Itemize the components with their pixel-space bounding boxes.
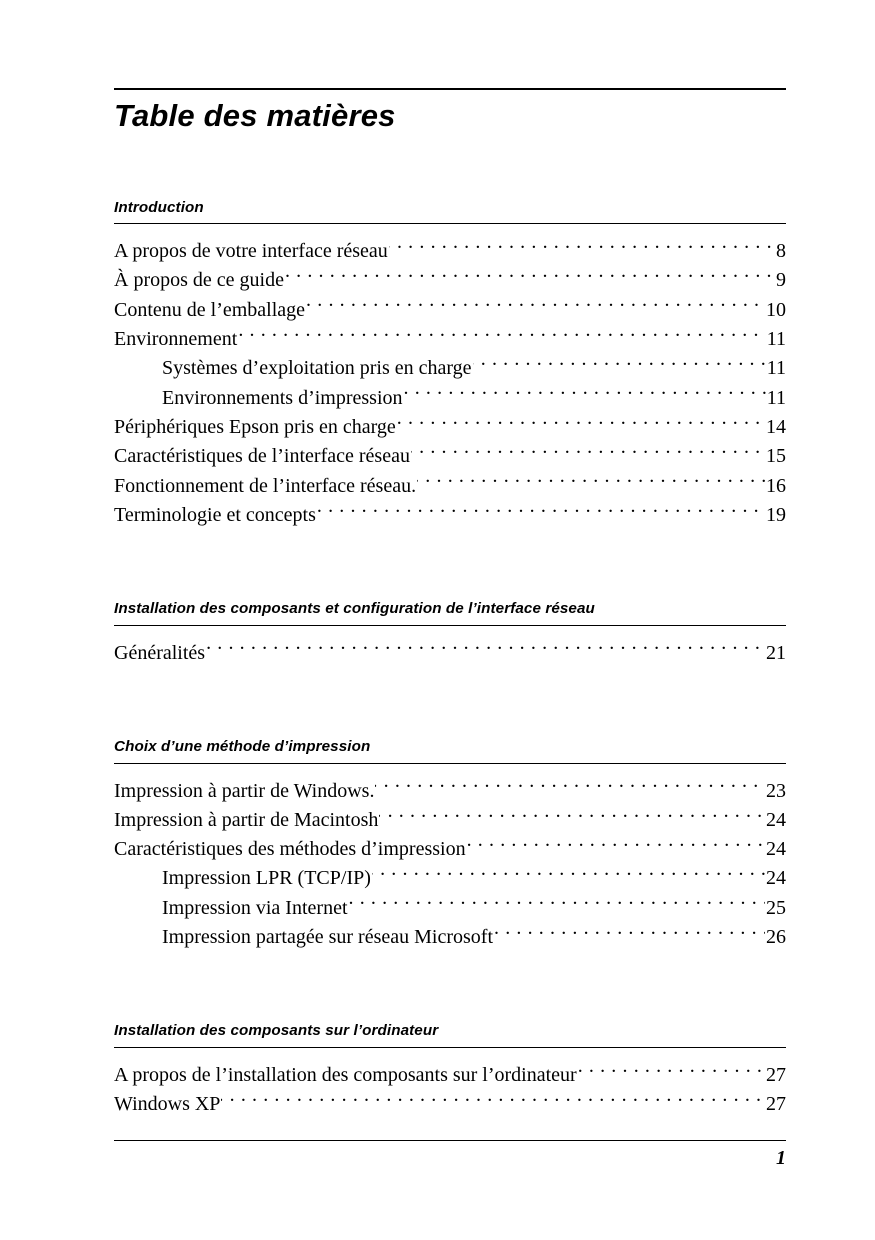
toc-entry-leader	[221, 1090, 765, 1110]
toc-entry-leader	[206, 639, 765, 659]
toc-entry-leader	[417, 472, 765, 492]
toc-entry-leader	[397, 413, 765, 433]
toc-entry-leader	[285, 266, 775, 286]
footer-rule	[114, 1140, 786, 1141]
toc-entry-page-number: 24	[766, 838, 786, 861]
toc-entry-label: Impression à partir de Windows.	[114, 779, 375, 802]
toc-entry[interactable]	[114, 413, 786, 442]
section-heading: Installation des composants sur l’ordinateur	[114, 1022, 439, 1040]
toc-entry-label: Impression à partir de Macintosh	[114, 808, 379, 831]
toc-entry-page-number: 14	[766, 415, 786, 438]
toc-entry[interactable]	[114, 472, 786, 501]
toc-entry-leader	[317, 501, 765, 521]
toc-entry[interactable]	[114, 296, 786, 325]
toc-entry[interactable]	[114, 639, 786, 668]
toc-entry-page-number: 11	[766, 328, 786, 351]
toc-entry[interactable]	[114, 923, 786, 952]
page-content	[114, 0, 786, 1120]
toc-entry[interactable]	[114, 894, 786, 923]
toc-entry-label: Terminologie et concepts	[114, 503, 316, 526]
page-title: Table des matières	[114, 98, 396, 133]
toc-entry-label: Caractéristiques de l’interface réseau	[114, 445, 410, 468]
toc-entry-label: Caractéristiques des méthodes d’impression	[114, 838, 466, 861]
section-heading: Introduction	[114, 198, 204, 216]
toc-entry-page-number: 8	[776, 240, 786, 263]
toc-section	[114, 1020, 786, 1119]
toc-entry-label: Fonctionnement de l’interface réseau.	[114, 474, 417, 497]
toc-entry-label: Systèmes d’exploitation pris en charge	[162, 357, 472, 380]
section-heading: Installation des composants et configuration de l’interface réseau	[114, 600, 595, 618]
toc-entry-page-number: 10	[766, 298, 786, 321]
toc-entry-leader	[306, 296, 765, 316]
toc-section	[114, 736, 786, 952]
toc-entry[interactable]	[114, 266, 786, 295]
toc-entry-label: Impression LPR (TCP/IP)	[162, 867, 371, 890]
toc-entry-label: Windows XP	[114, 1093, 221, 1116]
toc-entry[interactable]	[114, 806, 786, 835]
toc-entry-page-number: 27	[766, 1063, 786, 1086]
section-rule	[114, 1047, 786, 1048]
toc-entry-label: Environnement	[114, 328, 238, 351]
toc-entry-leader	[375, 777, 765, 797]
toc-entry-page-number: 11	[766, 357, 786, 380]
toc-entry-page-number: 15	[766, 445, 786, 468]
toc-entry-label: Environnements d’impression	[162, 386, 403, 409]
toc-sections	[114, 135, 786, 1120]
toc-entry-page-number: 27	[766, 1093, 786, 1116]
toc-entry[interactable]	[114, 1061, 786, 1090]
toc-entry-label: Périphériques Epson pris en charge	[114, 415, 396, 438]
section-spacer	[114, 530, 786, 598]
toc-entry-leader	[467, 835, 765, 855]
section-entries	[114, 777, 786, 953]
toc-entry[interactable]	[114, 835, 786, 864]
toc-entry-leader	[404, 384, 766, 404]
toc-entry[interactable]	[114, 442, 786, 471]
toc-entry-label: Impression via Internet	[162, 896, 348, 919]
section-entries	[114, 1061, 786, 1120]
toc-entry-leader	[349, 894, 766, 914]
toc-entry-leader	[238, 325, 765, 345]
toc-entry-page-number: 23	[766, 779, 786, 802]
toc-entry[interactable]	[114, 325, 786, 354]
toc-entry-page-number: 25	[766, 896, 786, 919]
toc-entry[interactable]	[114, 501, 786, 530]
toc-entry-label: Contenu de l’emballage	[114, 298, 306, 321]
toc-entry-label: Généralités	[114, 641, 206, 664]
section-spacer	[114, 952, 786, 1020]
section-rule	[114, 223, 786, 224]
toc-entry-page-number: 26	[766, 926, 786, 949]
section-rule	[114, 625, 786, 626]
page-footer	[114, 1140, 786, 1170]
toc-entry-leader	[379, 806, 765, 826]
toc-entry-page-number: 21	[766, 641, 786, 664]
section-rule	[114, 763, 786, 764]
section-heading: Choix d’une méthode d’impression	[114, 738, 371, 755]
title-top-rule	[114, 88, 786, 90]
toc-entry[interactable]	[114, 1090, 786, 1119]
toc-entry-leader	[494, 923, 765, 943]
toc-entry-label: À propos de ce guide	[114, 269, 284, 292]
section-spacer	[114, 668, 786, 736]
toc-entry-page-number: 19	[766, 503, 786, 526]
toc-entry-leader	[389, 237, 775, 257]
toc-entry-page-number: 11	[766, 386, 786, 409]
toc-entry-page-number: 16	[766, 474, 786, 497]
section-entries	[114, 237, 786, 530]
section-spacer	[114, 135, 786, 197]
toc-entry-label: A propos de votre interface réseau	[114, 240, 388, 263]
toc-entry[interactable]	[114, 354, 786, 383]
toc-entry-leader	[473, 354, 766, 374]
toc-entry[interactable]	[114, 864, 786, 893]
toc-entry[interactable]	[114, 777, 786, 806]
toc-entry-leader	[578, 1061, 765, 1081]
toc-entry-page-number: 24	[766, 808, 786, 831]
toc-section	[114, 598, 786, 668]
toc-entry-page-number: 24	[766, 867, 786, 890]
section-entries	[114, 639, 786, 668]
footer-page-number: 1	[776, 1147, 786, 1169]
toc-entry[interactable]	[114, 384, 786, 413]
toc-entry-label: Impression partagée sur réseau Microsoft	[162, 926, 493, 949]
toc-entry-label: A propos de l’installation des composants sur l’ordinateur	[114, 1063, 577, 1086]
toc-entry-page-number: 9	[776, 269, 786, 292]
toc-section	[114, 197, 786, 531]
toc-entry-leader	[411, 442, 765, 462]
toc-entry[interactable]	[114, 237, 786, 266]
toc-entry-leader	[372, 864, 765, 884]
